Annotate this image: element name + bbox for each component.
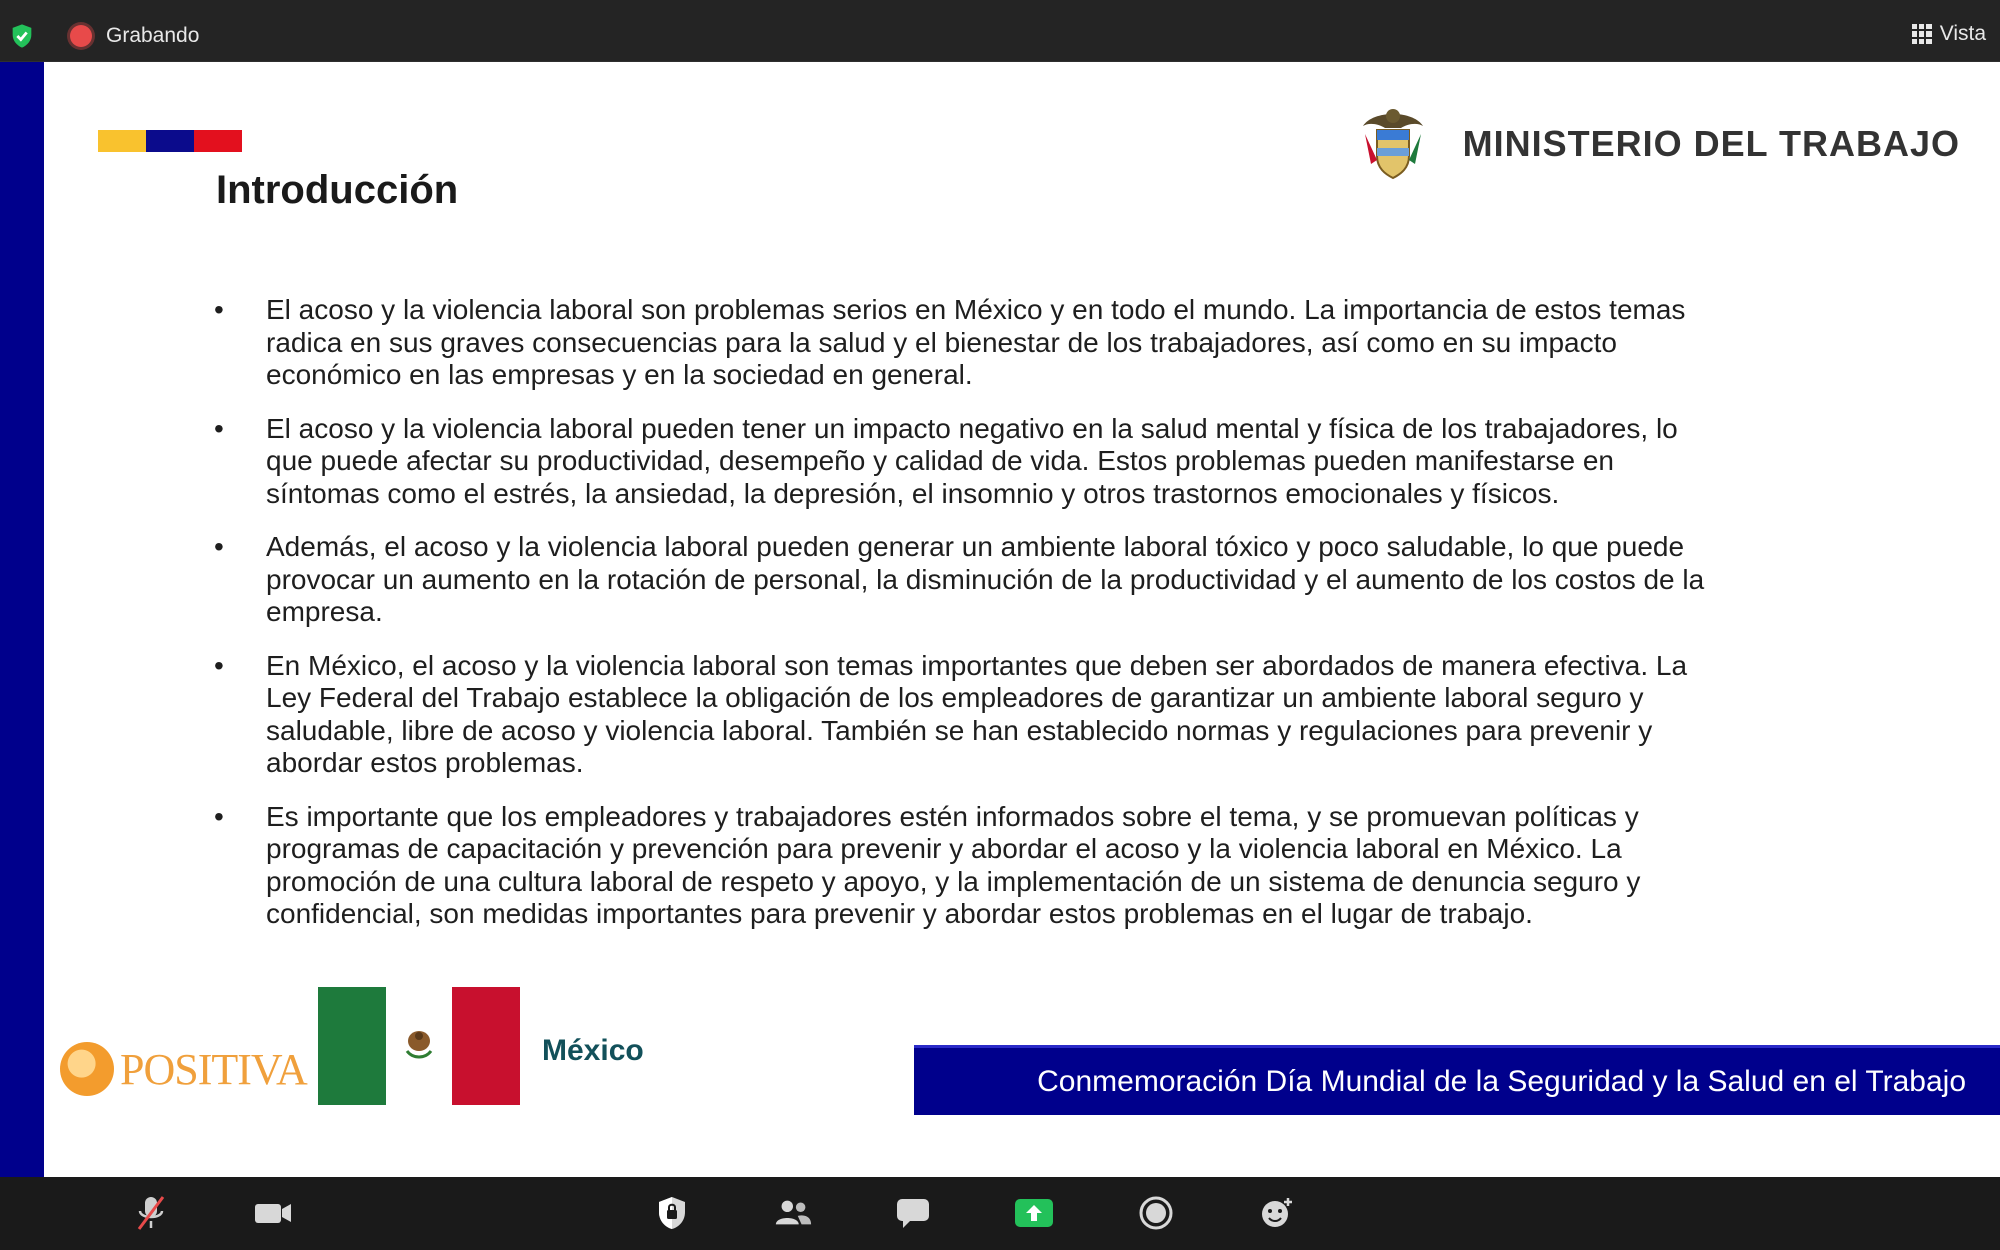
view-label: Vista bbox=[1939, 22, 1986, 45]
country-label: México bbox=[542, 1034, 644, 1067]
bullet-list bbox=[210, 294, 1730, 952]
eagle-emblem-icon bbox=[403, 1025, 435, 1061]
event-banner bbox=[914, 1045, 2000, 1115]
slide-title: Introducción bbox=[216, 168, 459, 212]
record-icon[interactable] bbox=[1136, 1193, 1176, 1233]
colombia-color-bar bbox=[98, 130, 242, 152]
video-icon[interactable] bbox=[253, 1193, 293, 1233]
coat-of-arms-icon bbox=[1357, 104, 1429, 184]
mic-muted-icon[interactable] bbox=[131, 1193, 171, 1233]
meeting-top-bar bbox=[0, 0, 2000, 62]
ministry-name: MINISTERIO DEL TRABAJO bbox=[1462, 123, 1960, 164]
participants-icon[interactable] bbox=[773, 1193, 813, 1233]
view-button[interactable] bbox=[1912, 22, 1986, 46]
security-icon[interactable] bbox=[652, 1193, 692, 1233]
share-screen-icon[interactable] bbox=[1014, 1193, 1054, 1233]
security-shield-icon[interactable] bbox=[8, 22, 36, 50]
positiva-logo-text: POSITIVA bbox=[120, 1044, 307, 1094]
bullet-item: • En México, el acoso y la violencia laboral son temas importantes que deben ser abordados de manera efectiva. La Ley Federal del Trabajo establece la obligación de los empleadores de garantizar un ambiente laboral seguro y saludable, libre de acoso y violencia laboral. También se han establecido normas y regulaciones para prevenir y abordar estos problemas. bbox=[210, 650, 1730, 780]
sun-logo-icon bbox=[60, 1042, 114, 1096]
bullet-item: • Además, el acoso y la violencia laboral pueden generar un ambiente laboral tóxico y poco saludable, lo que puede provocar un aumento en la rotación de personal, la disminución de la productividad y el aumento de los costos de la empresa. bbox=[210, 531, 1730, 629]
recording-indicator-icon bbox=[70, 25, 92, 47]
bullet-item: • El acoso y la violencia laboral pueden tener un impacto negativo en la salud mental y física de los trabajadores, lo que puede afectar su productividad, desempeño y calidad de vida. Estos problemas pueden manifestarse en síntomas como el estrés, la ansiedad, la depresión, el insomnio y otros trastornos emocionales y físicos. bbox=[210, 413, 1730, 511]
recording-label: Grabando bbox=[106, 24, 200, 47]
chat-icon[interactable] bbox=[893, 1193, 933, 1233]
reactions-icon[interactable] bbox=[1257, 1193, 1297, 1233]
event-banner-text: Conmemoración Día Mundial de la Seguridad y la Salud en el Trabajo bbox=[1037, 1064, 1966, 1098]
slide-left-stripe bbox=[0, 62, 44, 1177]
grid-view-icon bbox=[1912, 24, 1932, 44]
mexico-flag bbox=[318, 987, 520, 1105]
shared-slide bbox=[0, 62, 2000, 1177]
bullet-item: • El acoso y la violencia laboral son problemas serios en México y en todo el mundo. La importancia de estos temas radica en sus graves consecuencias para la salud y el bienestar de los trabajadores, así como en su impacto económico en las empresas y en la sociedad en general. bbox=[210, 294, 1730, 392]
meeting-toolbar bbox=[0, 1177, 2000, 1250]
bullet-item: • Es importante que los empleadores y trabajadores estén informados sobre el tema, y se promuevan políticas y programas de capacitación y prevención para prevenir y abordar el acoso y la violencia laboral en México. La promoción de una cultura laboral de respeto y apoyo, y la implementación de un sistema de denuncia seguro y confidencial, son medidas importantes para prevenir y abordar estos problemas en el lugar de trabajo. bbox=[210, 801, 1730, 931]
positiva-logo bbox=[60, 1042, 307, 1096]
ministry-logo bbox=[1357, 104, 1960, 184]
